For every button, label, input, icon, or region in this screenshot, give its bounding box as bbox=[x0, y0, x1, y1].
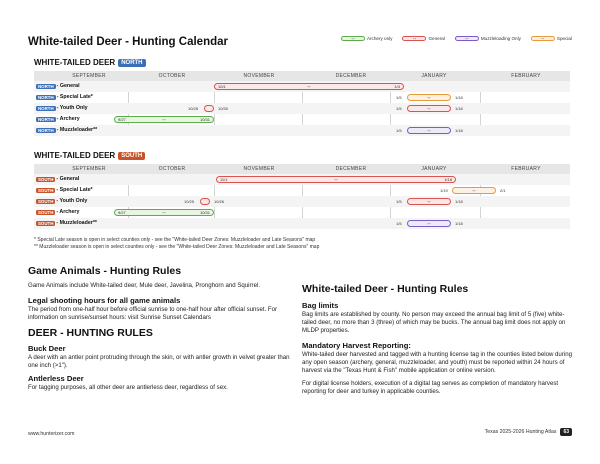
legal-hours-heading: Legal shooting hours for all game animals bbox=[28, 296, 181, 306]
north-section-heading: WHITE-TAILED DEER NORTH bbox=[34, 58, 146, 67]
south-calendar bbox=[34, 164, 570, 229]
legend-special: ↔ Special bbox=[531, 36, 572, 41]
south-row-muzzleloader: SOUTH - Muzzleloader** 1/5 ↔ 1/18 bbox=[34, 218, 570, 229]
month-dec: DECEMBER bbox=[335, 73, 367, 79]
south-month-header bbox=[34, 164, 570, 174]
south-muzzle-bar: ↔ bbox=[407, 220, 451, 227]
north-row-youth: NORTH - Youth Only 10/28 10/30 1/5 ↔ 1/18 bbox=[34, 103, 570, 114]
archery-swatch: ↔ bbox=[341, 36, 365, 41]
south-special-bar: ↔ bbox=[452, 187, 496, 194]
left-column bbox=[28, 265, 300, 392]
south-youth-bar-winter: ↔ bbox=[407, 198, 451, 205]
south-archery-bar: 9/27 ↔ 10/31 bbox=[114, 209, 214, 216]
page-number: 63 bbox=[560, 428, 572, 436]
north-youth-bar-fall bbox=[204, 105, 214, 112]
month-nov: NOVEMBER bbox=[243, 73, 275, 79]
legend-muzzleloading: ↔ Muzzleloading Only bbox=[455, 36, 521, 41]
south-row-youth: SOUTH - Youth Only 10/25 10/26 1/5 ↔ 1/18 bbox=[34, 196, 570, 207]
south-youth-bar-fall bbox=[200, 198, 210, 205]
north-muzzle-bar: ↔ bbox=[407, 127, 451, 134]
month-jan: JANUARY bbox=[421, 73, 447, 79]
north-rows bbox=[34, 81, 570, 136]
page-title: White-tailed Deer - Hunting Calendar bbox=[28, 36, 228, 48]
south-badge: SOUTH bbox=[118, 152, 145, 160]
mandatory-reporting-heading: Mandatory Harvest Reporting: bbox=[302, 340, 411, 350]
north-month-header bbox=[34, 71, 570, 81]
antlerless-deer-heading: Antlerless Deer bbox=[28, 374, 84, 384]
north-general-bar: 10/1 ↔ 1/4 bbox=[214, 83, 404, 90]
bag-limits-heading: Bag limits bbox=[302, 301, 339, 310]
south-rows bbox=[34, 174, 570, 229]
footer-right bbox=[485, 428, 572, 436]
month-feb: FEBRUARY bbox=[511, 166, 541, 172]
general-swatch: ↔ bbox=[402, 36, 426, 41]
game-animals-intro: Game Animals include White-tailed deer, Mule deer, Javelina, Pronghorn and Squirrel. bbox=[28, 282, 261, 289]
footnote-special: * Special Late season is open in select counties only - see the "White-tailed Deer Zones: Muzzleloader and Late Seasons" map bbox=[34, 237, 316, 243]
north-archery-bar: 9/27 ↔ 10/31 bbox=[114, 116, 214, 123]
special-swatch: ↔ bbox=[531, 36, 555, 41]
right-column bbox=[302, 283, 572, 397]
south-section-heading: WHITE-TAILED DEER SOUTH bbox=[34, 151, 145, 160]
south-row-archery: SOUTH - Archery 9/27 ↔ 10/31 bbox=[34, 207, 570, 218]
south-general-bar: 11/1 ↔ 1/18 bbox=[216, 176, 456, 183]
month-sep: SEPTEMBER bbox=[72, 73, 106, 79]
legend-archery: ↔ Archery only bbox=[341, 36, 393, 41]
bag-limits-text: Bag limits are established by county. No person may exceed the annual bag limit of 5 (five) white-tailed deer, no more than 3 (three) of which may be bucks. The annual bag limit does not apply on MLDP properties. bbox=[302, 311, 566, 335]
legal-hours-text: The period from one-half hour before official sunrise to one-half hour after official sunset. For information on sunrise/sunset hours: visit Sunrise Sunset Calendars bbox=[28, 306, 278, 322]
antlerless-deer-text: For tagging purposes, all other deer are antlerless deer, regardless of sex. bbox=[28, 384, 228, 392]
north-row-archery: NORTH - Archery 9/27 ↔ 10/31 bbox=[34, 114, 570, 125]
north-row-general: NORTH - General 10/1 ↔ 1/4 bbox=[34, 81, 570, 92]
north-row-muzzleloader: NORTH - Muzzleloader** 1/5 ↔ 1/18 bbox=[34, 125, 570, 136]
north-calendar bbox=[34, 71, 570, 136]
footnote-muzzleloader: ** Muzzleloader season is open in select counties only - see the "White-tailed Deer Zones: Muzzleloader and Late Seasons" map bbox=[34, 243, 320, 250]
month-dec: DECEMBER bbox=[335, 166, 367, 172]
month-oct: OCTOBER bbox=[158, 73, 186, 79]
legend-general: ↔ General bbox=[402, 36, 444, 41]
digital-license-text: For digital license holders, execution of a digital tag serves as completion of mandatory harvest reporting for deer and turkey in applicable counties. bbox=[302, 380, 559, 396]
month-jan: JANUARY bbox=[421, 166, 447, 172]
mandatory-reporting-text: White-tailed deer harvested and tagged with a hunting license tag in the counties listed below during any open season (archery, general, muzzleloader, and youth) must be reported within 24 hours of harvest via the "Texas Hunt & Fish" mobile application or online version. bbox=[302, 350, 572, 375]
footer-website[interactable]: www.hunterizer.com bbox=[28, 431, 75, 437]
month-oct: OCTOBER bbox=[158, 166, 186, 172]
north-badge: NORTH bbox=[118, 59, 145, 67]
buck-deer-heading: Buck Deer bbox=[28, 343, 66, 353]
month-feb: FEBRUARY bbox=[511, 73, 541, 79]
muzzleloading-swatch: ↔ bbox=[455, 36, 479, 41]
north-row-special-late: NORTH - Special Late* 1/5 ↔ 1/18 bbox=[38, 94, 463, 100]
south-row-special-late: SOUTH - Special Late* 1/19 ↔ 2/1 bbox=[38, 187, 506, 193]
season-legend bbox=[341, 36, 572, 41]
north-youth-bar-winter: ↔ bbox=[407, 105, 451, 112]
calendar-footnotes bbox=[34, 237, 319, 250]
month-sep: SEPTEMBER bbox=[72, 166, 106, 172]
north-special-bar: ↔ bbox=[407, 94, 451, 101]
game-animals-heading: Game Animals - Hunting Rules bbox=[28, 265, 182, 277]
footer-edition: Texas 2025-2026 Hunting Atlas bbox=[484, 429, 557, 435]
deer-rules-heading: DEER - HUNTING RULES bbox=[28, 326, 153, 339]
south-row-general: SOUTH - General 11/1 ↔ 1/18 bbox=[34, 174, 570, 185]
wtd-rules-heading: White-tailed Deer - Hunting Rules bbox=[302, 283, 469, 295]
buck-deer-text: A deer with an antler point protruding through the skin, or with antler growth in velvet greater than one inch (>1"). bbox=[28, 353, 290, 369]
month-nov: NOVEMBER bbox=[243, 166, 275, 172]
